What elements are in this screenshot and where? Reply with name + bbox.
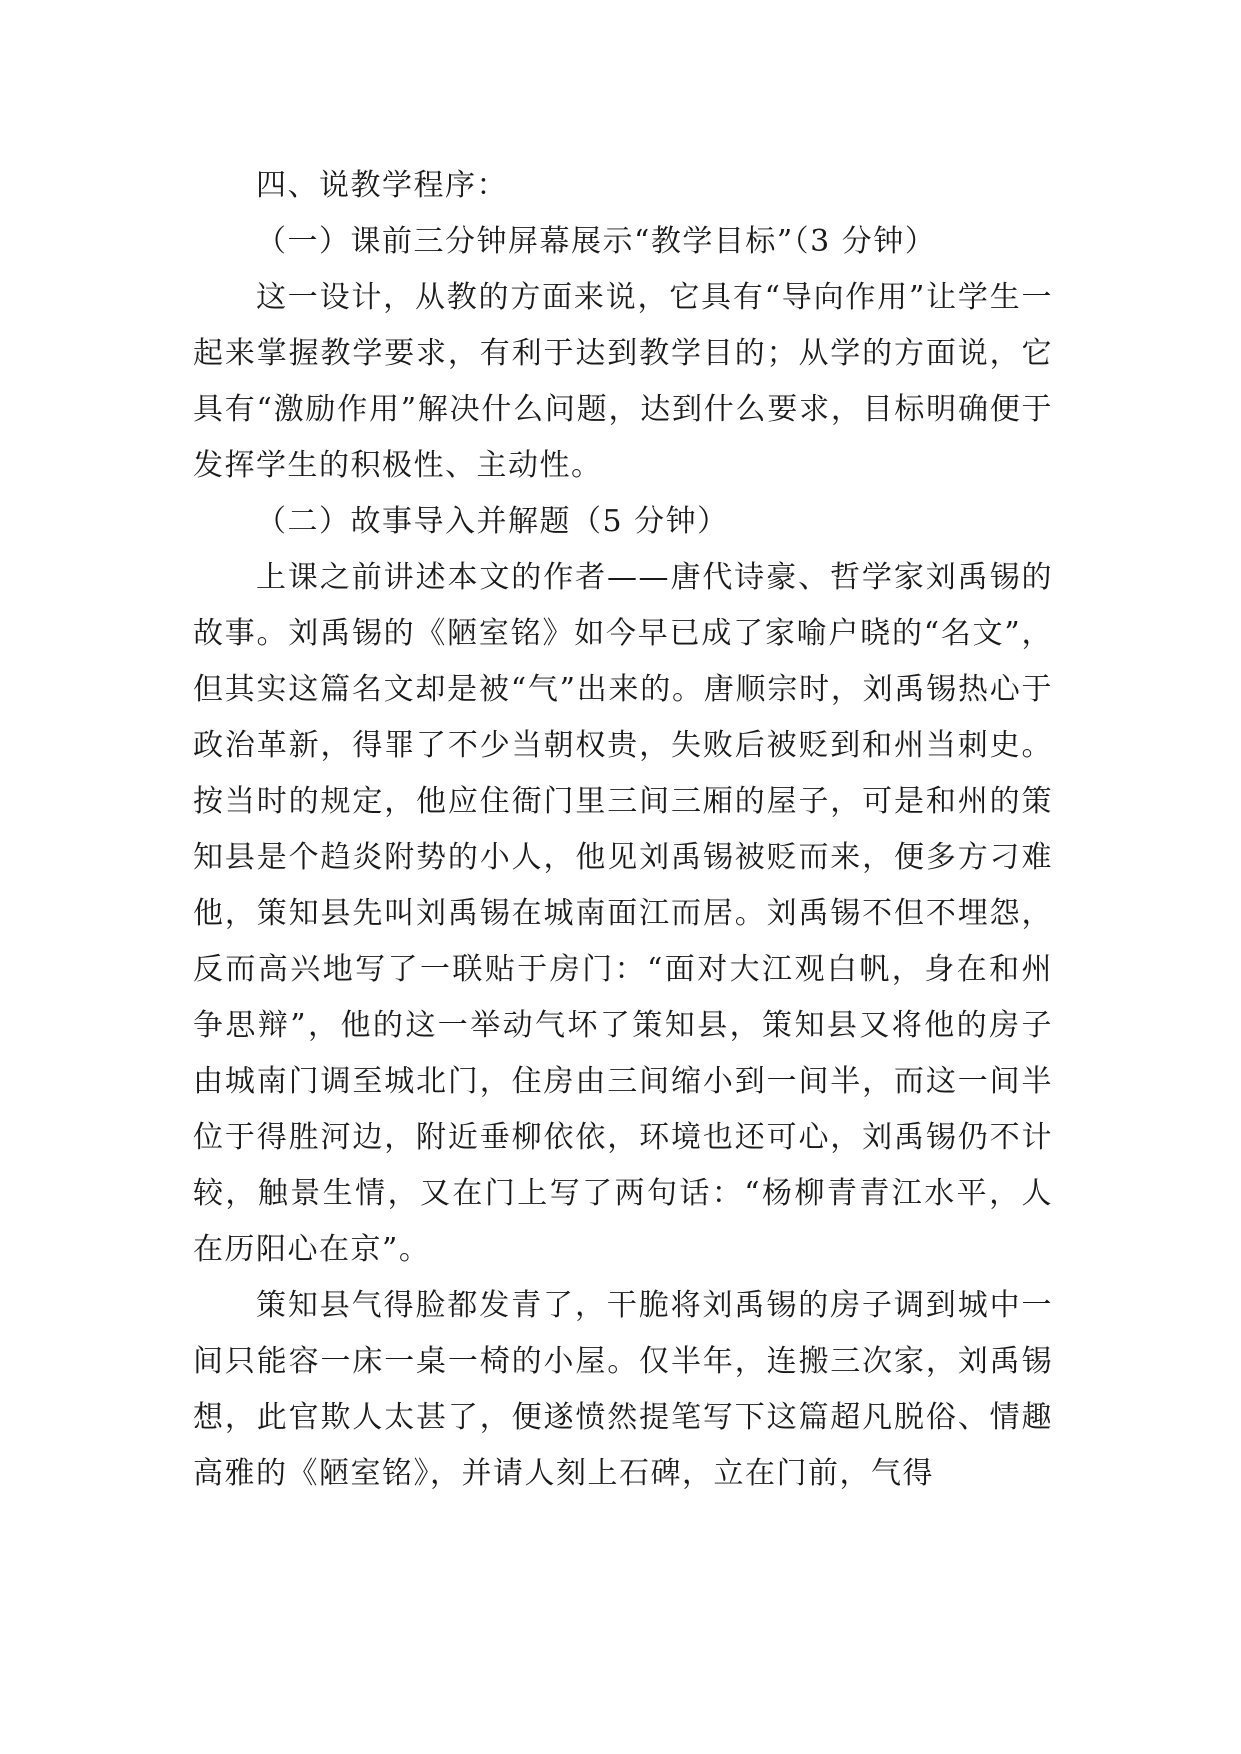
paragraph-design-rationale: 这一设计，从教的方面来说，它具有“导向作用”让学生一起来掌握教学要求，有利于达到教学目的；从学的方面说，它具有“激励作用”解决什么问题，达到什么要求，目标明确便于发挥学生的积极性、主动性。: [193, 280, 1053, 483]
subsection-heading-teaching-goals: （一）课前三分钟屏幕展示“教学目标”（3 分钟）: [256, 224, 937, 259]
document-body: [193, 158, 1053, 1502]
paragraph-story-continued: 策知县气得脸都发青了，干脆将刘禹锡的房子调到城中一间只能容一床一桌一椅的小屋。仅半年，连搬三次家，刘禹锡想，此官欺人太甚了，便遂愤然提笔写下这篇超凡脱俗、情趣高雅的《陋室铭》，并请人刻上石碑，立在门前，气得: [193, 1288, 1053, 1491]
subsection-heading-story-intro: （二）故事导入并解题（5 分钟）: [256, 504, 729, 539]
paragraph-author-story: 上课之前讲述本文的作者——唐代诗豪、哲学家刘禹锡的故事。刘禹锡的《陋室铭》如今早已成了家喻户晓的“名文”，但其实这篇名文却是被“气”出来的。唐顺宗时，刘禹锡热心于政治革新，得罪了不少当朝权贵，失败后被贬到和州当刺史。按当时的规定，他应住衙门里三间三厢的屋子，可是和州的策知县是个趋炎附势的小人，他见刘禹锡被贬而来，便多方刁难他，策知县先叫刘禹锡在城南面江而居。刘禹锡不但不埋怨，反而高兴地写了一联贴于房门：“面对大江观白帆，身在和州争思辩”，他的这一举动气坏了策知县，策知县又将他的房子由城南门调至城北门，住房由三间缩小到一间半，而这一间半位于得胜河边，附近垂柳依依，环境也还可心，刘禹锡仍不计较，触景生情，又在门上写了两句话：“杨柳青青江水平，人在历阳心在京”。: [193, 560, 1053, 1267]
section-heading-teaching-procedure: 四、说教学程序：: [256, 168, 508, 203]
